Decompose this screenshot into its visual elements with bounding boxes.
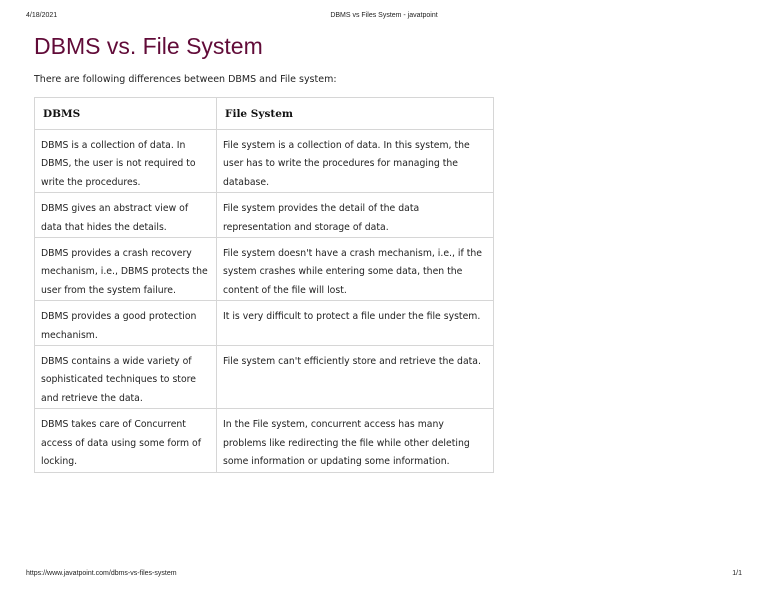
- dbms-cell: DBMS takes care of Concurrent access of data using some form of locking.: [35, 409, 217, 472]
- comparison-table: [34, 97, 494, 473]
- page-title: DBMS vs. File System: [34, 33, 263, 59]
- print-date: 4/18/2021: [26, 12, 58, 19]
- table-row: [35, 130, 494, 193]
- dbms-cell: DBMS contains a wide variety of sophisticated techniques to store and retrieve the data.: [35, 346, 217, 409]
- page-number: 1/1: [732, 570, 742, 577]
- dbms-cell: DBMS provides a crash recovery mechanism, i.e., DBMS protects the user from the system failure.: [35, 238, 217, 301]
- table-header-row: [35, 98, 494, 130]
- file-system-cell: File system provides the detail of the data representation and storage of data.: [217, 193, 494, 238]
- header-dbms: DBMS: [35, 98, 217, 130]
- file-system-cell: It is very difficult to protect a file under the file system.: [217, 301, 494, 346]
- table-row: [35, 301, 494, 346]
- header-file-system: File System: [217, 98, 494, 130]
- table-row: [35, 409, 494, 472]
- print-footer: [26, 570, 742, 582]
- print-url: https://www.javatpoint.com/dbms-vs-files-system: [26, 570, 177, 577]
- intro-text: There are following differences between DBMS and File system:: [34, 74, 337, 85]
- file-system-cell: File system doesn't have a crash mechanism, i.e., if the system crashes while entering some data, then the content of the file will lost.: [217, 238, 494, 301]
- table-row: [35, 193, 494, 238]
- file-system-cell: In the File system, concurrent access has many problems like redirecting the file while other deleting some information or updating some information.: [217, 409, 494, 472]
- dbms-cell: DBMS gives an abstract view of data that hides the details.: [35, 193, 217, 238]
- print-header: [26, 12, 742, 24]
- file-system-cell: File system can't efficiently store and retrieve the data.: [217, 346, 494, 409]
- table-row: [35, 346, 494, 409]
- dbms-cell: DBMS provides a good protection mechanism.: [35, 301, 217, 346]
- table-row: [35, 238, 494, 301]
- print-page-title: DBMS vs Files System - javatpoint: [330, 12, 438, 19]
- file-system-cell: File system is a collection of data. In this system, the user has to write the procedures for managing the database.: [217, 130, 494, 193]
- dbms-cell: DBMS is a collection of data. In DBMS, the user is not required to write the procedures.: [35, 130, 217, 193]
